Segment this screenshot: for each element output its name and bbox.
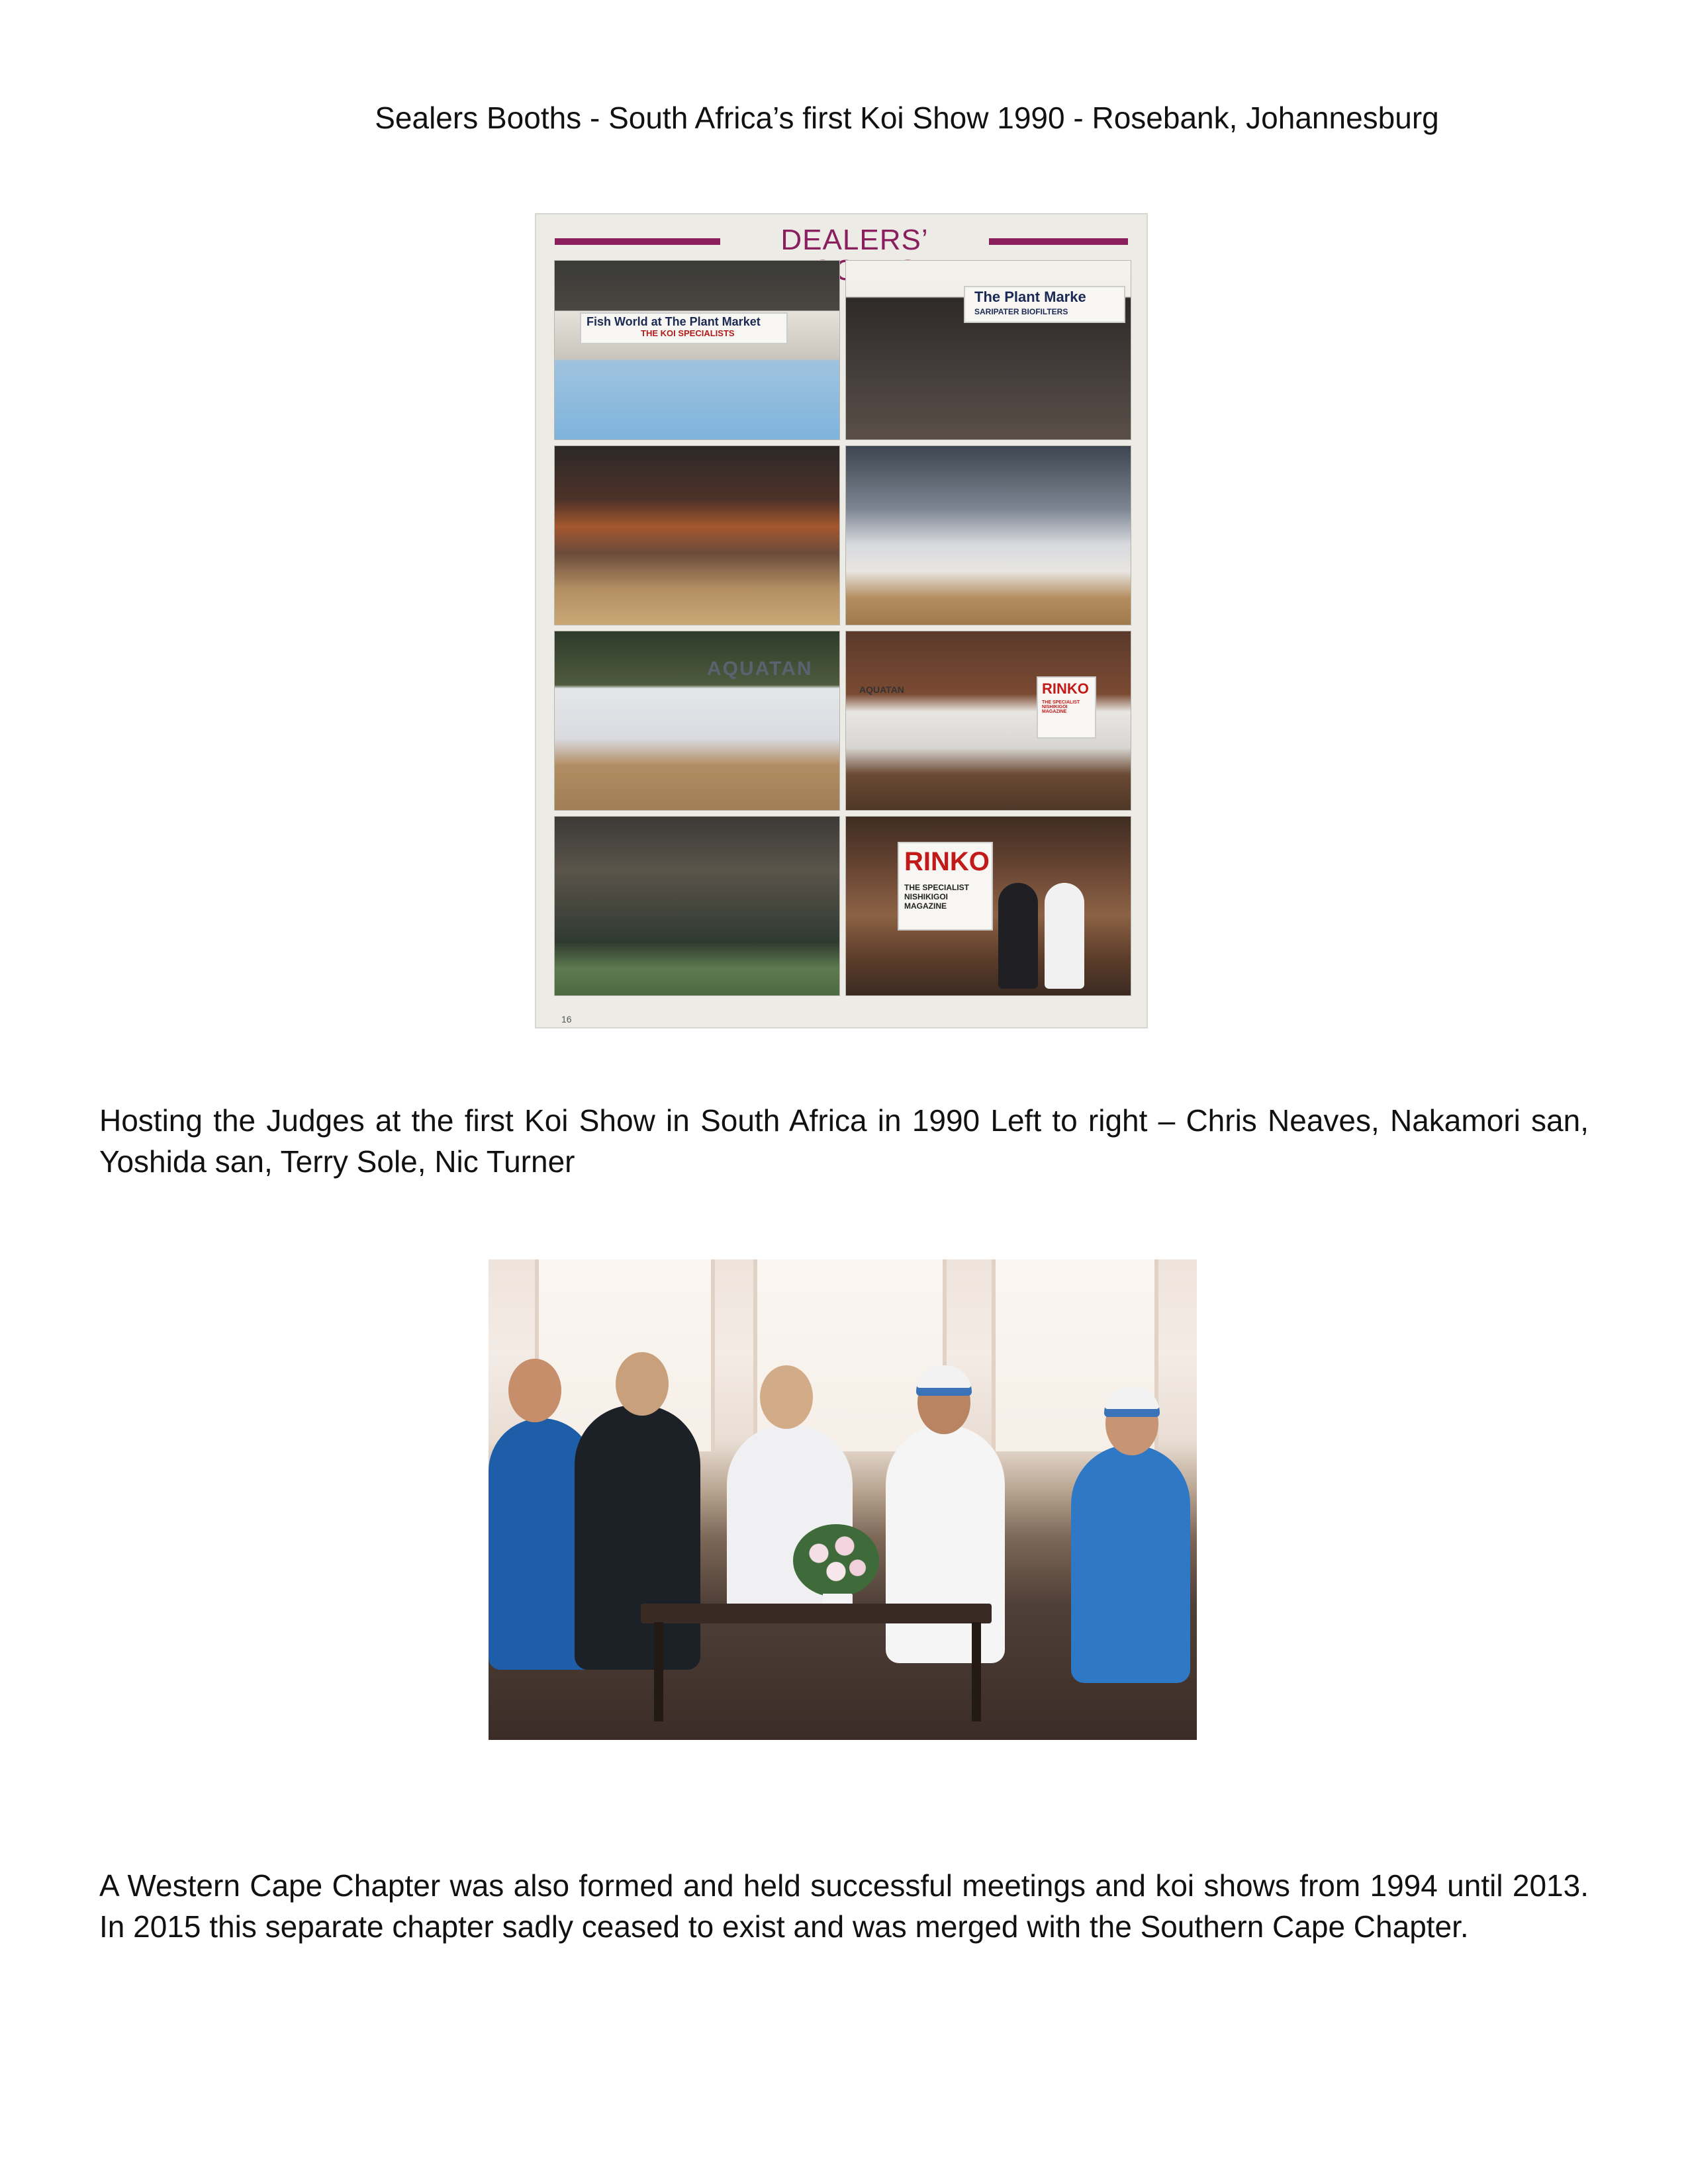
magazine-header xyxy=(555,225,1128,255)
person-nic-turner xyxy=(1071,1445,1190,1683)
person-terry-sole xyxy=(886,1425,1005,1663)
rinko-large-sub-text: THE SPECIALIST NISHIKIGOI MAGAZINE xyxy=(904,883,970,911)
rinko-small-sign xyxy=(1038,678,1095,737)
coffee-table xyxy=(641,1604,992,1623)
western-cape-paragraph: A Western Cape Chapter was also formed and held successful meetings and koi shows from 1994 until 2013. In 2015 this separate chapter sadly ceased to exist and was merged with the Southern Cape Chapter. xyxy=(99,1868,1589,1944)
booth-photo-koi-display xyxy=(555,446,839,625)
rinko-small-sign-text: RINKO xyxy=(1042,680,1089,697)
table-leg-left xyxy=(654,1622,663,1721)
fish-world-sign-text: Fish World at The Plant Market xyxy=(586,315,761,328)
flower-arrangement xyxy=(793,1524,879,1597)
booth-photo-fish-world xyxy=(555,261,839,439)
plant-market-sign xyxy=(965,287,1124,322)
head-yoshida-san xyxy=(760,1365,813,1429)
booth-photo-plant-market xyxy=(846,261,1131,439)
header-bar-right xyxy=(989,238,1128,245)
biofilters-sign-text: SARIPATER BIOFILTERS xyxy=(974,307,1068,316)
magazine-header-title: DEALERS’ xyxy=(780,224,929,256)
photo-caption-judges: Hosting the Judges at the first Koi Show in South Africa in 1990 Left to right – Chris Neaves, Nakamori san, Yoshida san, Terry Sole, Nic Turner xyxy=(99,1103,1589,1179)
booth-photo-hall-tables xyxy=(846,446,1131,625)
booth-photo-rinko-large xyxy=(846,817,1131,995)
koi-specialists-sign-text: THE KOI SPECIALISTS xyxy=(641,328,735,338)
fish-world-sign xyxy=(581,314,786,343)
booth-photo-rinko-small xyxy=(846,631,1131,810)
header-bar-left xyxy=(555,238,720,245)
booth-photo-grid xyxy=(555,261,1131,995)
plant-market-sign-text: The Plant Marke xyxy=(974,289,1086,305)
head-nakamori-san xyxy=(616,1352,669,1416)
head-chris-neaves xyxy=(508,1359,561,1422)
person-nakamori-san xyxy=(575,1405,700,1670)
rinko-large-sign-text: RINKO xyxy=(904,847,990,876)
aquatan-sign-text: AQUATAN xyxy=(707,658,813,680)
aquatan-small-sign-text: AQUATAN xyxy=(859,684,904,695)
rinko-small-sub-text: THE SPECIALIST NISHIKIGOI MAGAZINE xyxy=(1042,700,1080,714)
photo-caption-dealers-booths: Sealers Booths - South Africa’s first Koi Show 1990 - Rosebank, Johannesburg xyxy=(375,101,1439,135)
judges-group-photo xyxy=(489,1259,1197,1740)
table-leg-right xyxy=(972,1622,981,1721)
rinko-large-sign xyxy=(899,843,992,929)
dealers-booths-magazine-photo xyxy=(535,213,1148,1028)
magazine-page-number: 16 xyxy=(561,1014,572,1024)
person-white-shirt xyxy=(1045,883,1084,989)
booth-photo-aquatan xyxy=(555,631,839,810)
person-dark-suit xyxy=(998,883,1038,989)
booth-photo-plants xyxy=(555,817,839,995)
